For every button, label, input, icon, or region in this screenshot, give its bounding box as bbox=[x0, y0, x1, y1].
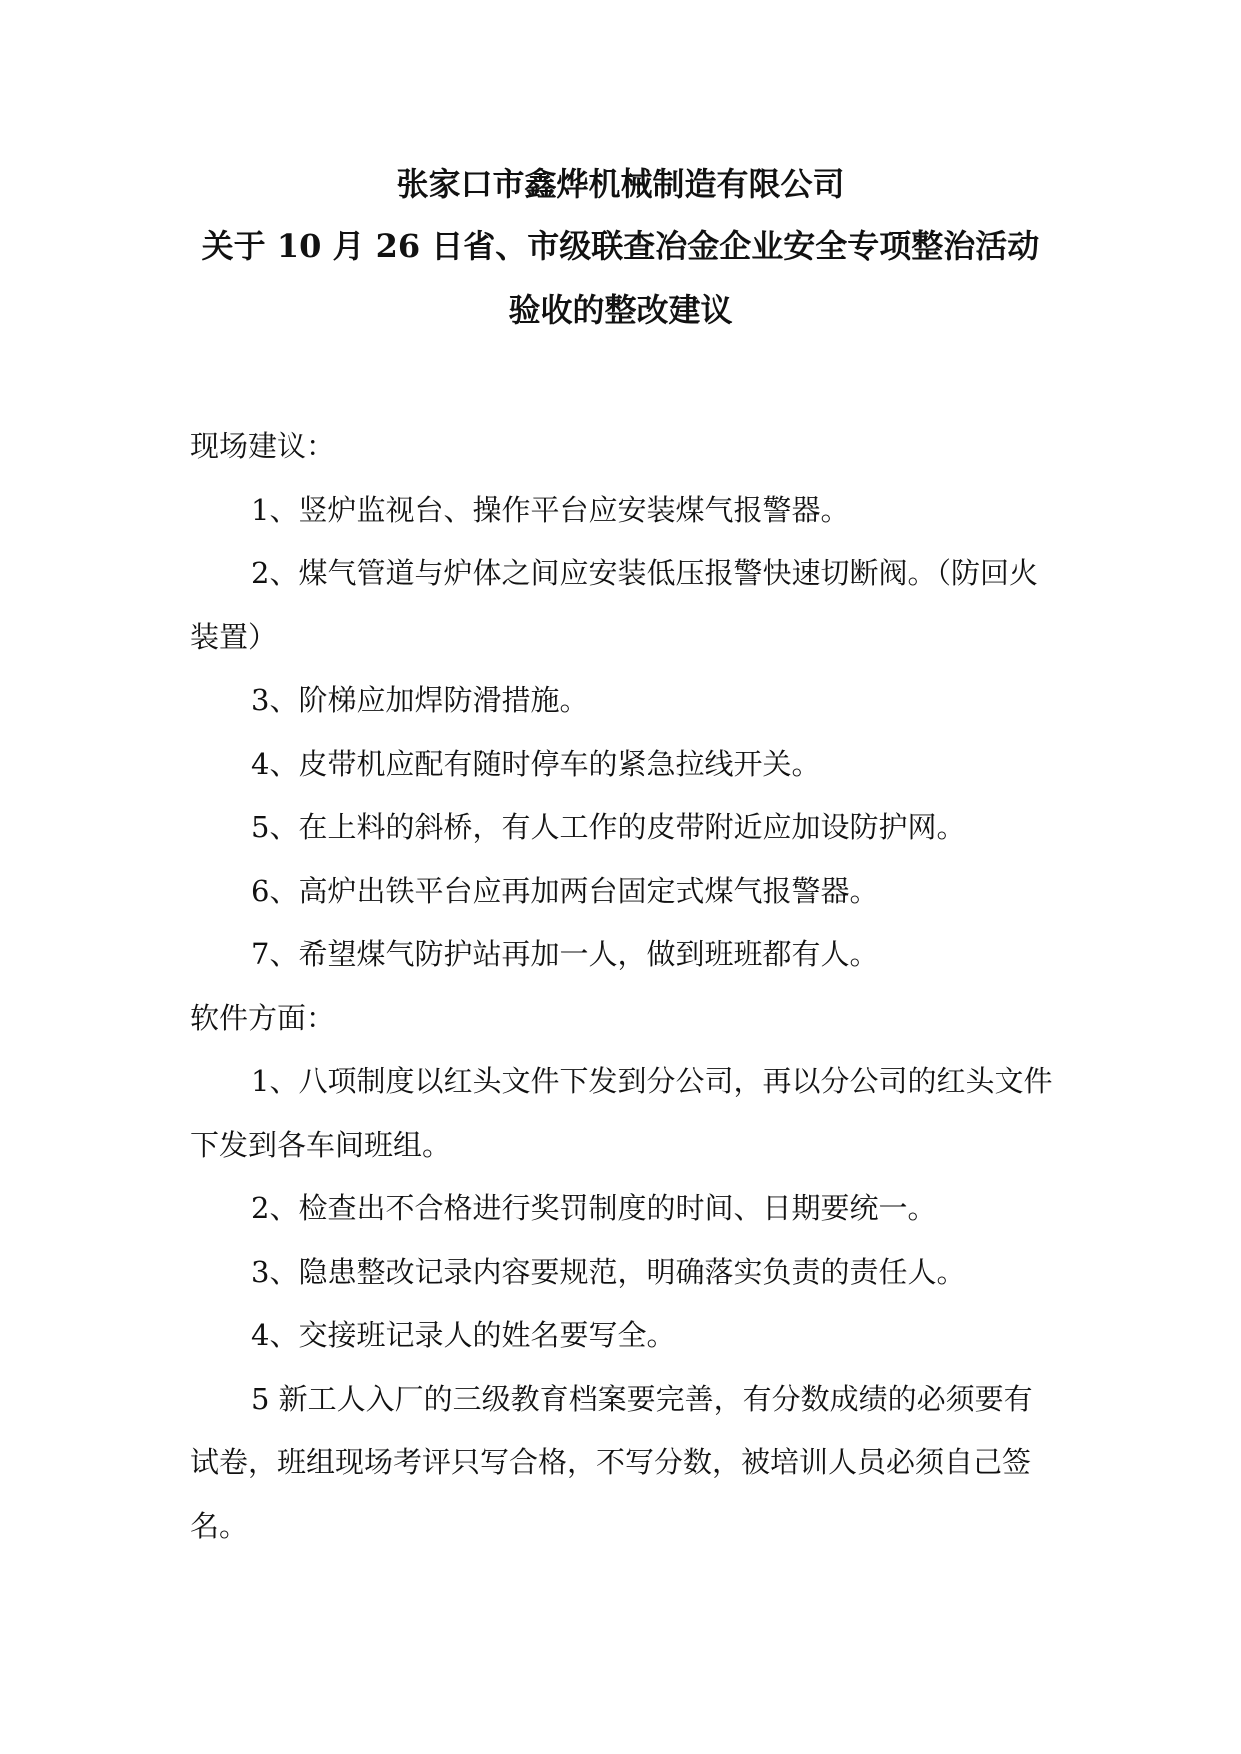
onsite-item-6: 6、高炉出铁平台应再加两台固定式煤气报警器。 bbox=[251, 873, 879, 908]
onsite-item-5: 5、在上料的斜桥，有人工作的皮带附近应加设防护网。 bbox=[251, 810, 966, 844]
document-title-subject: 关于 10 月 26 日省、市级联查冶金企业安全专项整治活动 bbox=[201, 227, 1040, 265]
section-heading-software: 软件方面： bbox=[190, 1000, 336, 1035]
document-title-company: 张家口市鑫烨机械制造有限公司 bbox=[396, 165, 845, 203]
document-body bbox=[190, 415, 1060, 1558]
document-title-subject-cont: 验收的整改建议 bbox=[508, 291, 733, 329]
onsite-item-3: 3、阶梯应加焊防滑措施。 bbox=[251, 683, 589, 717]
software-item-5: 5 新工人入厂的三级教育档案要完善，有分数成绩的必须要有试卷，班组现场考评只写合格，不写分数，被培训人员必须自己签名。 bbox=[190, 1381, 1033, 1543]
onsite-item-7: 7、希望煤气防护站再加一人，做到班班都有人。 bbox=[251, 937, 879, 971]
onsite-item-4: 4、皮带机应配有随时停车的紧急拉线开关。 bbox=[251, 746, 821, 781]
software-item-2: 2、检查出不合格进行奖罚制度的时间、日期要统一。 bbox=[251, 1191, 937, 1225]
onsite-item-1: 1、竖炉监视台、操作平台应安装煤气报警器。 bbox=[251, 492, 850, 527]
section-heading-onsite: 现场建议： bbox=[190, 429, 336, 463]
software-item-4: 4、交接班记录人的姓名要写全。 bbox=[251, 1318, 676, 1352]
software-item-3: 3、隐患整改记录内容要规范，明确落实负责的责任人。 bbox=[251, 1254, 966, 1289]
onsite-item-2: 2、煤气管道与炉体之间应安装低压报警快速切断阀。（防回火装置） bbox=[190, 556, 1038, 654]
software-item-1: 1、八项制度以红头文件下发到分公司，再以分公司的红头文件下发到各车间班组。 bbox=[190, 1064, 1053, 1162]
